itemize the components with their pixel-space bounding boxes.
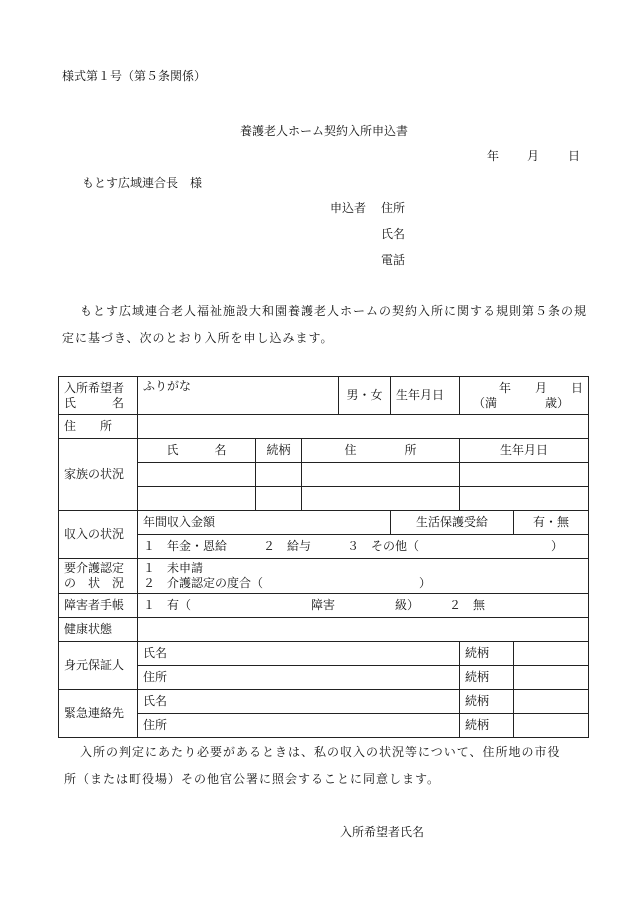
family-header-birth: 生年月日 bbox=[460, 439, 589, 463]
family-header-name: 氏 名 bbox=[138, 439, 256, 463]
date-year: 年 bbox=[487, 149, 500, 163]
address-input-cell[interactable] bbox=[138, 415, 589, 439]
emergency-label-cell bbox=[59, 690, 138, 738]
intro-line-1: もとす広域連合老人福祉施設大和園養護老人ホームの契約入所に関する規則第５条の規 bbox=[80, 304, 588, 318]
annual-income-cell[interactable] bbox=[138, 511, 391, 535]
health-input-cell[interactable] bbox=[138, 618, 589, 642]
health-label: 健康状態 bbox=[64, 622, 113, 636]
addressee: もとす広域連合長 様 bbox=[82, 176, 203, 190]
birth-label-cell bbox=[391, 377, 460, 415]
guarantor-address-cell[interactable] bbox=[138, 666, 460, 690]
guarantor-label: 身元保証人 bbox=[64, 658, 125, 672]
income-label: 収入の状況 bbox=[64, 527, 125, 541]
application-table bbox=[58, 376, 589, 738]
family-1-address[interactable] bbox=[302, 463, 460, 487]
guarantor-relation-input[interactable] bbox=[514, 642, 589, 666]
emergency-address-cell[interactable] bbox=[138, 714, 460, 738]
birth-date-cell[interactable] bbox=[460, 377, 589, 415]
emergency-relation-label-2: 続柄 bbox=[465, 718, 490, 732]
address-label-cell bbox=[59, 415, 138, 439]
family-header-relation: 続柄 bbox=[256, 439, 302, 463]
emergency-name-label: 氏名 bbox=[143, 694, 168, 708]
welfare-choice: 有・無 bbox=[533, 515, 570, 529]
family-1-name[interactable] bbox=[138, 463, 256, 487]
emergency-relation-input-2[interactable] bbox=[514, 714, 589, 738]
signature-label: 入所希望者氏名 bbox=[340, 825, 425, 839]
family-label: 家族の状況 bbox=[64, 467, 125, 481]
disability-label: 障害者手帳 bbox=[64, 598, 125, 612]
form-title: 養護老人ホーム契約入所申込書 bbox=[240, 124, 409, 138]
guarantor-name-cell[interactable] bbox=[138, 642, 460, 666]
guarantor-relation-input-2[interactable] bbox=[514, 666, 589, 690]
guarantor-name-label: 氏名 bbox=[143, 646, 168, 660]
emergency-name-cell[interactable] bbox=[138, 690, 460, 714]
income-label-cell bbox=[59, 511, 138, 559]
welfare-label-cell bbox=[391, 511, 514, 535]
health-label-cell bbox=[59, 618, 138, 642]
family-2-birth[interactable] bbox=[460, 487, 589, 511]
family-1-birth[interactable] bbox=[460, 463, 589, 487]
guarantor-relation-label: 続柄 bbox=[465, 646, 490, 660]
emergency-address-label: 住所 bbox=[143, 718, 168, 732]
emergency-relation-label-cell-2 bbox=[460, 714, 514, 738]
furigana-cell[interactable] bbox=[138, 377, 339, 415]
guarantor-relation-label-cell-2 bbox=[460, 666, 514, 690]
annual-income-label: 年間収入金額 bbox=[143, 515, 216, 529]
gender-choice: 男・女 bbox=[346, 388, 383, 402]
welfare-choice-cell[interactable] bbox=[514, 511, 589, 535]
emergency-label: 緊急連絡先 bbox=[64, 706, 125, 720]
address-label: 住 所 bbox=[64, 419, 113, 433]
consent-line-1: 入所の判定にあたり必要があるときは、私の収入の状況等について、住所地の市役 bbox=[80, 745, 561, 759]
date-month: 月 bbox=[527, 149, 540, 163]
emergency-relation-label: 続柄 bbox=[465, 694, 490, 708]
care-label-line-1: 要介護認定 bbox=[64, 561, 125, 575]
applicant-role: 申込者 bbox=[330, 201, 367, 215]
family-1-relation[interactable] bbox=[256, 463, 302, 487]
applicant-label-line-1: 入所希望者 bbox=[64, 380, 125, 395]
birth-date-text: 年 月 日 bbox=[499, 380, 584, 395]
guarantor-address-label: 住所 bbox=[143, 670, 168, 684]
applicant-phone-label: 電話 bbox=[381, 253, 406, 267]
disability-value: １ 有（ 障害 級） ２ 無 bbox=[143, 598, 486, 612]
age-text: （満 歳） bbox=[473, 395, 570, 410]
guarantor-relation-label-cell bbox=[460, 642, 514, 666]
family-2-address[interactable] bbox=[302, 487, 460, 511]
applicant-name-label: 氏名 bbox=[381, 227, 406, 241]
form-number: 様式第１号（第５条関係） bbox=[62, 69, 207, 83]
emergency-relation-input[interactable] bbox=[514, 690, 589, 714]
date-day: 日 bbox=[568, 149, 581, 163]
guarantor-relation-label-2: 続柄 bbox=[465, 670, 490, 684]
family-2-name[interactable] bbox=[138, 487, 256, 511]
care-status-cell[interactable] bbox=[138, 559, 589, 594]
consent-line-2: 所（または町役場）その他官公署に照会することに同意します。 bbox=[64, 772, 441, 786]
intro-line-2: 定に基づき、次のとおり入所を申し込みます。 bbox=[62, 331, 334, 345]
applicant-address-label: 住所 bbox=[381, 201, 406, 215]
care-label-cell bbox=[59, 559, 138, 594]
birth-label: 生年月日 bbox=[396, 388, 445, 402]
care-option-2: ２ 介護認定の度合（ ） bbox=[143, 576, 432, 590]
family-header-address: 住 所 bbox=[302, 439, 460, 463]
disability-value-cell[interactable] bbox=[138, 594, 589, 618]
disability-label-cell bbox=[59, 594, 138, 618]
guarantor-label-cell bbox=[59, 642, 138, 690]
gender-cell[interactable] bbox=[339, 377, 391, 415]
care-option-1: １ 未申請 bbox=[143, 561, 204, 575]
care-label-line-2: の 状 況 bbox=[64, 576, 125, 590]
family-2-relation[interactable] bbox=[256, 487, 302, 511]
applicant-label-line-2: 氏 名 bbox=[64, 395, 125, 410]
family-label-cell bbox=[59, 439, 138, 511]
income-types-cell[interactable] bbox=[138, 535, 589, 559]
furigana-label: ふりがな bbox=[143, 379, 192, 393]
welfare-label: 生活保護受給 bbox=[415, 515, 488, 529]
applicant-label-cell bbox=[59, 377, 138, 415]
emergency-relation-label-cell bbox=[460, 690, 514, 714]
income-types: １ 年金・恩給 ２ 給与 ３ その他（ ） bbox=[143, 539, 564, 553]
